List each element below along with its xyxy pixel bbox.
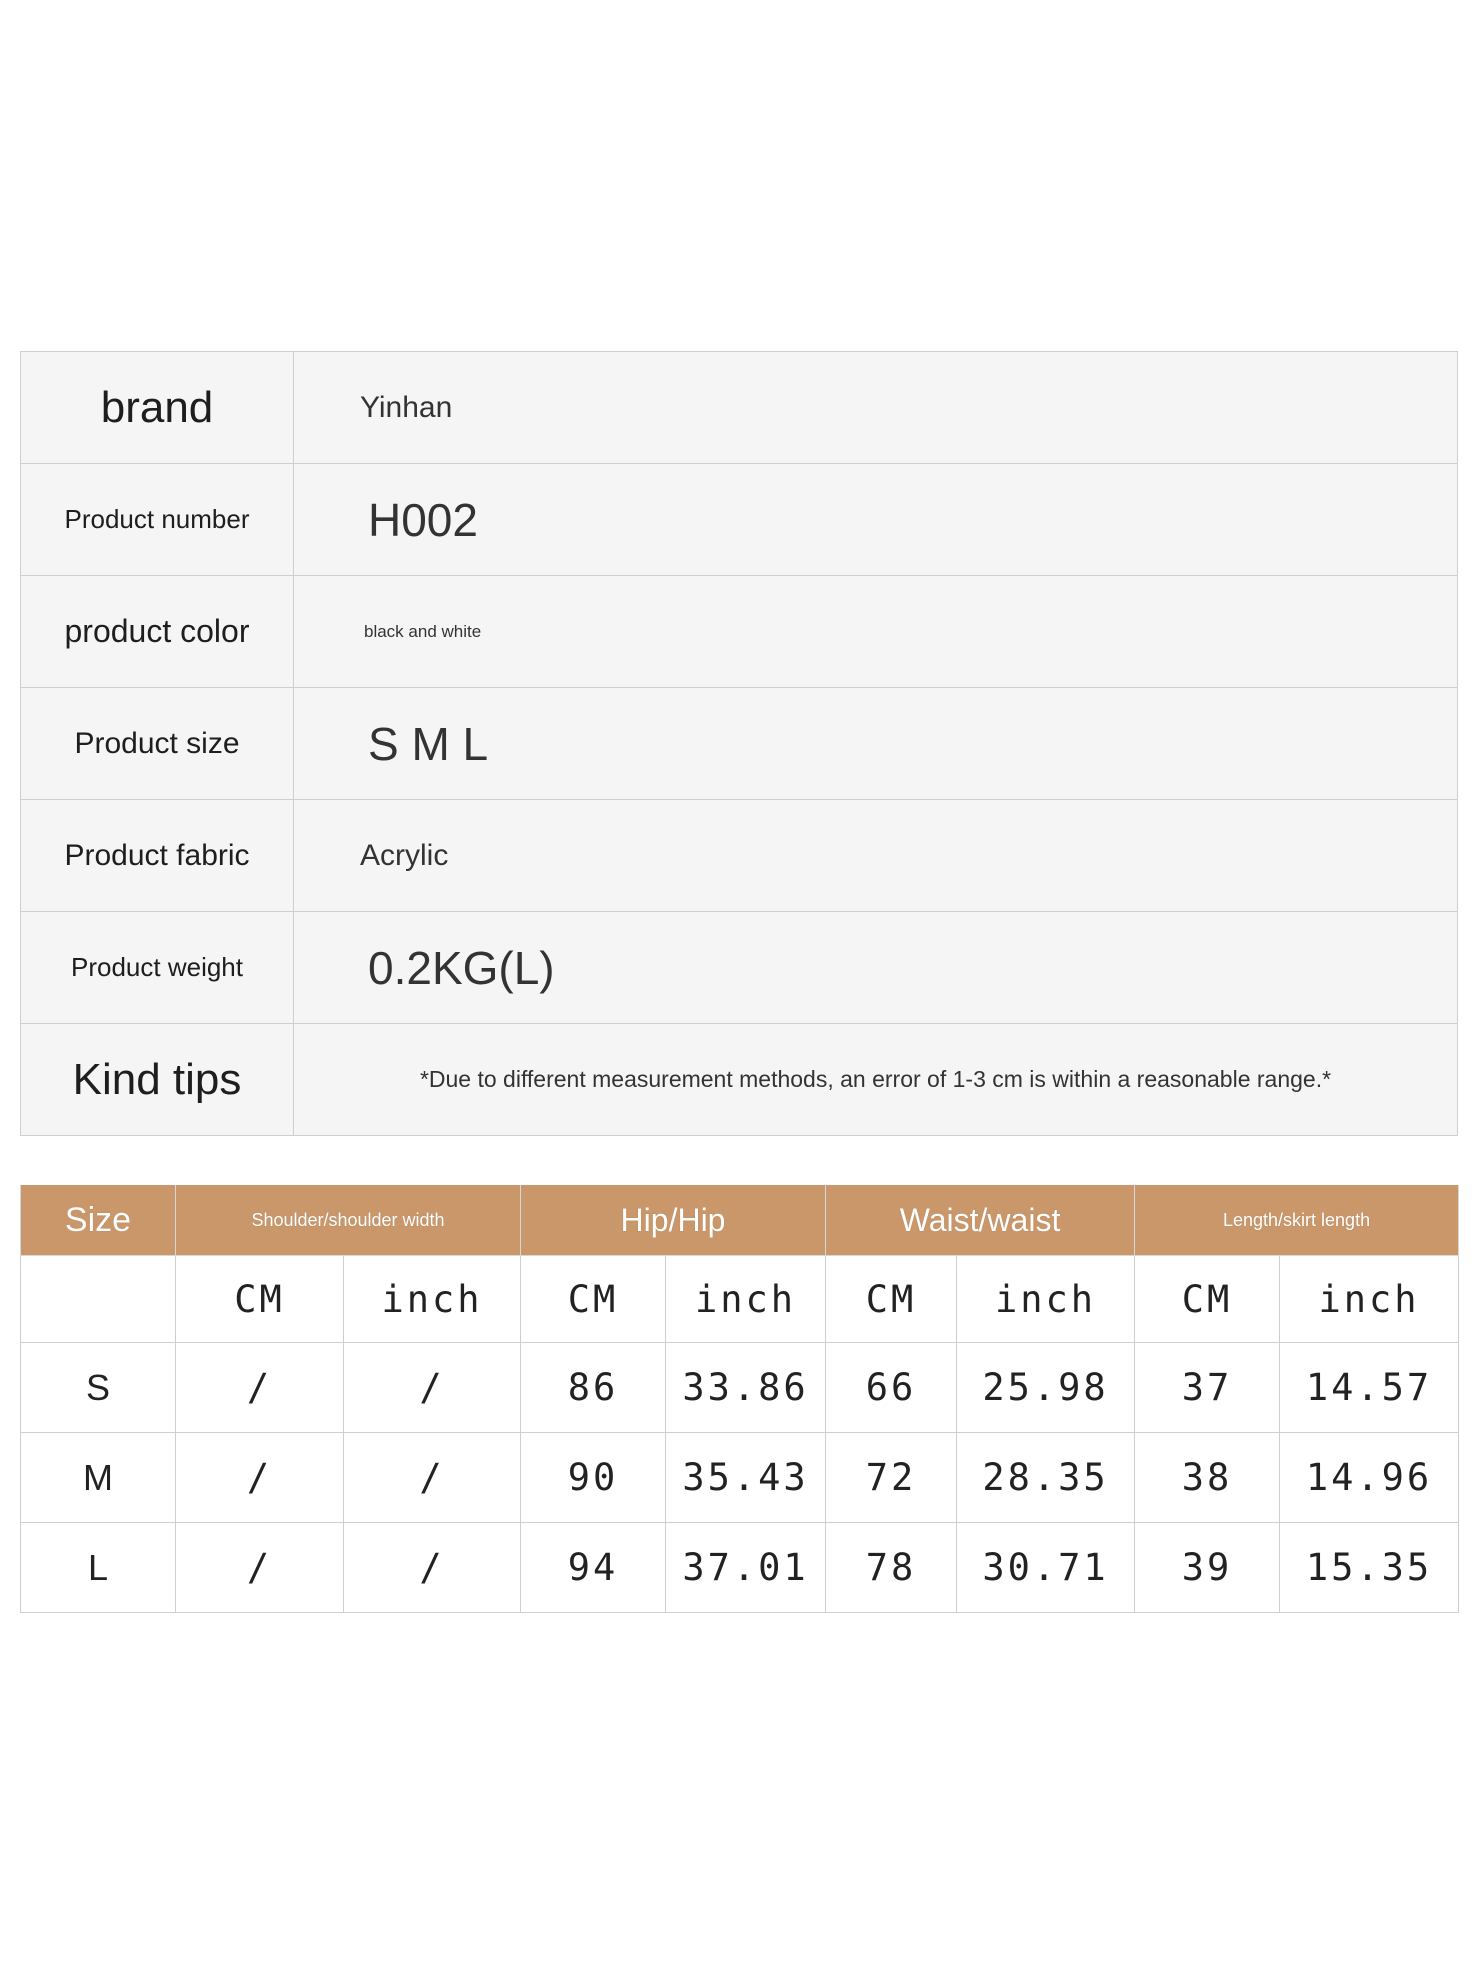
value-cell: 28.35 xyxy=(957,1433,1135,1523)
size-chart-table xyxy=(20,1185,1459,1613)
product-size-value: S M L xyxy=(294,688,1458,800)
size-row-l xyxy=(21,1523,1459,1613)
product-size-label: Product size xyxy=(21,688,294,800)
value-cell: / xyxy=(176,1343,344,1433)
product-color-row xyxy=(21,576,1458,688)
brand-row xyxy=(21,352,1458,464)
hip-header: Hip/Hip xyxy=(521,1185,826,1256)
value-cell: 86 xyxy=(521,1343,666,1433)
product-weight-label: Product weight xyxy=(21,912,294,1024)
product-fabric-value: Acrylic xyxy=(294,800,1458,912)
kind-tips-label: Kind tips xyxy=(21,1024,294,1136)
unit-cell: CM xyxy=(826,1256,957,1343)
unit-cell: inch xyxy=(344,1256,521,1343)
value-cell: 30.71 xyxy=(957,1523,1135,1613)
size-cell: L xyxy=(21,1523,176,1613)
size-row-m xyxy=(21,1433,1459,1523)
value-cell: 35.43 xyxy=(666,1433,826,1523)
unit-cell: inch xyxy=(1280,1256,1459,1343)
product-info-table xyxy=(20,351,1458,1136)
value-cell: 37 xyxy=(1135,1343,1280,1433)
value-cell: / xyxy=(176,1523,344,1613)
product-size-row xyxy=(21,688,1458,800)
unit-cell: inch xyxy=(666,1256,826,1343)
value-cell: 39 xyxy=(1135,1523,1280,1613)
kind-tips-row xyxy=(21,1024,1458,1136)
value-cell: / xyxy=(344,1523,521,1613)
product-number-label: Product number xyxy=(21,464,294,576)
value-cell: 33.86 xyxy=(666,1343,826,1433)
length-header: Length/skirt length xyxy=(1135,1185,1459,1256)
value-cell: / xyxy=(344,1343,521,1433)
product-color-label: product color xyxy=(21,576,294,688)
size-chart-header-row xyxy=(21,1185,1459,1256)
brand-value: Yinhan xyxy=(294,352,1458,464)
product-fabric-label: Product fabric xyxy=(21,800,294,912)
value-cell: 94 xyxy=(521,1523,666,1613)
unit-cell: CM xyxy=(521,1256,666,1343)
product-weight-value: 0.2KG(L) xyxy=(294,912,1458,1024)
value-cell: 72 xyxy=(826,1433,957,1523)
size-row-s xyxy=(21,1343,1459,1433)
size-header: Size xyxy=(21,1185,176,1256)
kind-tips-value: *Due to different measurement methods, an error of 1-3 cm is within a reasonable range.* xyxy=(294,1024,1458,1136)
value-cell: 14.57 xyxy=(1280,1343,1459,1433)
shoulder-header: Shoulder/shoulder width xyxy=(176,1185,521,1256)
value-cell: 38 xyxy=(1135,1433,1280,1523)
size-cell: S xyxy=(21,1343,176,1433)
unit-cell: CM xyxy=(176,1256,344,1343)
value-cell: 15.35 xyxy=(1280,1523,1459,1613)
unit-empty-cell xyxy=(21,1256,176,1343)
unit-cell: CM xyxy=(1135,1256,1280,1343)
value-cell: 78 xyxy=(826,1523,957,1613)
value-cell: / xyxy=(344,1433,521,1523)
value-cell: 66 xyxy=(826,1343,957,1433)
product-number-value: H002 xyxy=(294,464,1458,576)
unit-row xyxy=(21,1256,1459,1343)
value-cell: / xyxy=(176,1433,344,1523)
unit-cell: inch xyxy=(957,1256,1135,1343)
value-cell: 90 xyxy=(521,1433,666,1523)
product-color-value: black and white xyxy=(294,576,1458,688)
value-cell: 14.96 xyxy=(1280,1433,1459,1523)
value-cell: 25.98 xyxy=(957,1343,1135,1433)
product-fabric-row xyxy=(21,800,1458,912)
size-cell: M xyxy=(21,1433,176,1523)
value-cell: 37.01 xyxy=(666,1523,826,1613)
waist-header: Waist/waist xyxy=(826,1185,1135,1256)
brand-label: brand xyxy=(21,352,294,464)
product-number-row xyxy=(21,464,1458,576)
product-weight-row xyxy=(21,912,1458,1024)
